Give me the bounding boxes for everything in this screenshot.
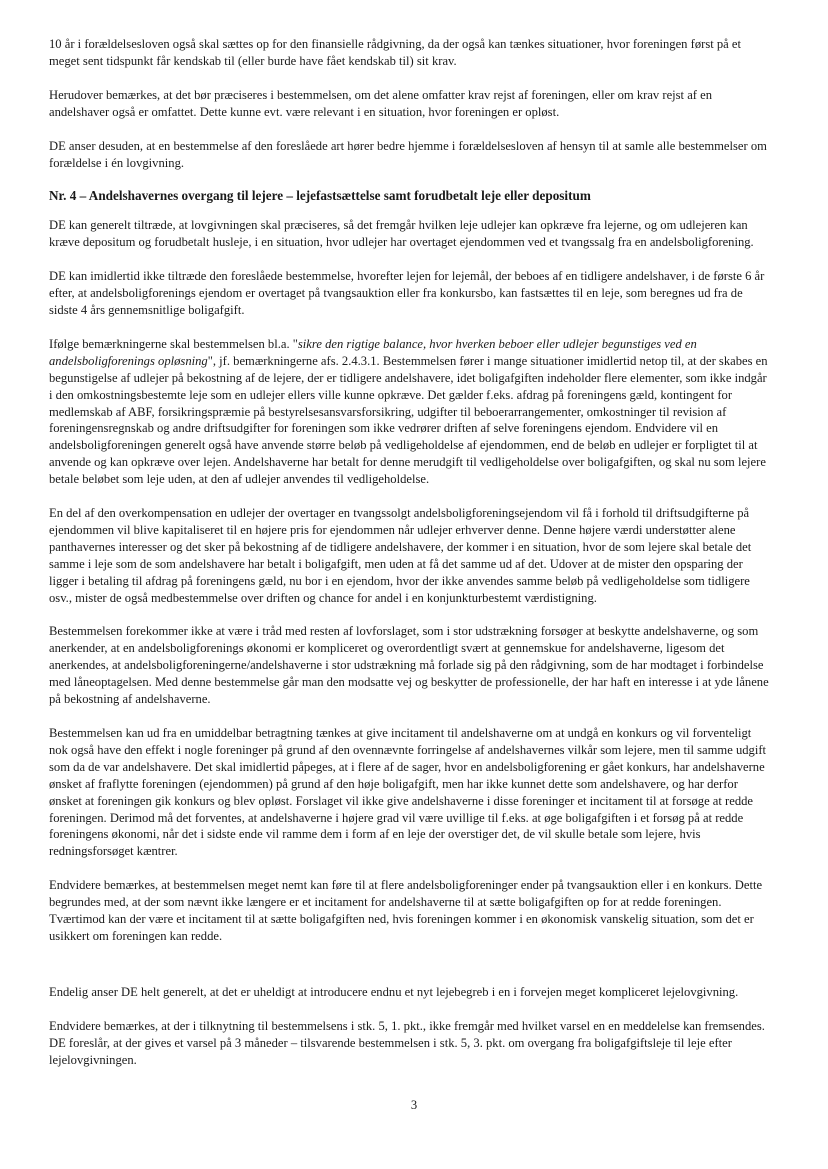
paragraph-statute-placement: DE anser desuden, at en bestemmelse af den foreslåede art hører bedre hjemme i forældelsesloven af hensyn til at samle alle bestemmelser om forældelse i én lovgivning. <box>49 138 767 170</box>
document-page <box>49 36 773 1069</box>
quoted-text: sikre den rigtige balance, hvor hverken beboer eller udlejer begunstiges ved en andelsboligforenings opløsning <box>49 336 697 368</box>
paragraph-clarification: DE kan generelt tiltræde, at lovgivningen skal præciseres, så det fremgår hvilken leje udlejer kan opkræve fra lejerne, og om udlejeren kan kræve depositum og forudbetalt husleje, i en situation, hvor udlejer har overtaget ejendommen ved et tvangssalg fra en andelsboligforening. <box>49 218 754 250</box>
quote-lead-in: Ifølge bemærkningerne skal bestemmelsen bl.a. " <box>49 336 298 351</box>
paragraph-claims-scope: Herudover bemærkes, at det bør præciseres i bestemmelsen, om det alene omfatter krav rejst af foreningen, eller om krav rejst af en andelshaver også er omfattet. Dette kunne evt. være relevant i en situation, hvor foreningen er opløst. <box>49 87 713 119</box>
paragraph-limitation-period: 10 år i forældelsesloven også skal sættes op for den finansielle rådgivning, da der også kan tænkes situationer, hvor foreningen først på et meget sent tidspunkt får kendskab til (eller burde have fået kendskab til) sit krav. <box>49 37 741 68</box>
paragraph-incentive: Bestemmelsen kan ud fra en umiddelbar betragtning tænkes at give incitament til andelshaverne om at undgå en konkurs og vil forventeligt nok også have den effekt i nogle foreninger på grund af den ovennævnte forringelse af andelshavernes vilkår som lejere, men til samme udgift som da de var andelshavere. Det skal imidlertid påpeges, at i flere af de sager, hvor en andelsboligforening er gået konkurs, har andelshaverne ønsket af fraflytte foreningen (ejendommen) på grund af den høje boligafgift, men har ikke kunnet dette som andelshavere, og har derfor ønsket at foreningen gik konkurs og blev opløst. Forslaget vil ikke give andelshaverne i disse foreninger et incitament til at forsøge at redde foreningen. Derimod må det forventes, at andelshaverne i højere grad vil være uvillige til f.eks. at øge boligafgiften i et forsøg på at redde foreningens økonomi, når det i sidste ende vil ramme dem i form af en leje der overstiger det, de vil skulle betale som lejere, hvis redningsforsøget kæntrer. <box>49 726 767 859</box>
paragraph-protection: Bestemmelsen forekommer ikke at være i tråd med resten af lovforslaget, som i stor udstrækning forsøger at beskytte andelshaverne, og som anerkender, at en andelsboligforenings økonomi er kompliceret og overordentligt svært at gennemskue for andelshaverne, ligesom det anerkendes, at andelsboligforeningerne/andelshaverne i stor udstrækning må forlade sig på den rådgivning, som de har modtaget i forbindelse med låneoptagelsen. Med denne bestemmelse går man den modsatte vej og beskytter de professionelle, der har haft en interesse i at yde lånene på bekostning af andelshaverne. <box>49 624 769 707</box>
paragraph-forced-sale: Endvidere bemærkes, at bestemmelsen meget nemt kan føre til at flere andelsboligforeninger ender på tvangsauktion eller i en konkurs. Dette begrundes med, at der som nævnt ikke længere er et incitament for andelshaverne til at sætte boligafgiften op for at redde foreningen. Tværtimod kan der være et incitament til at sætte boligafgiften ned, hvis foreningen kommer i en økonomisk vanskelig situation, som det er usikkert om foreningen kan redde. <box>49 878 763 943</box>
page-number: 3 <box>410 1098 418 1112</box>
paragraph-new-rent-concept: Endelig anser DE helt generelt, at det er uheldigt at introducere endnu et nyt lejebegreb i en i forvejen meget kompliceret lejelovgivning. <box>49 984 739 999</box>
paragraph-notice-period: Endvidere bemærkes, at der i tilknytning til bestemmelsens i stk. 5, 1. pkt., ikke fremgår med hvilket varsel en en meddelelse kan fremsendes. DE foreslår, at der gives et varsel på 3 måneder – tilsvarende bestemmelsen i stk. 5, 3. pkt. om overgang fra boligafgiftsleje til leje efter lejelovgivningen. <box>49 1018 765 1067</box>
paragraph-overcompensation: En del af den overkompensation en udlejer der overtager en tvangssolgt andelsboligforeningsejendom vil få i forhold til driftsudgifterne på ejendommen vil blive kapitaliseret til en højere pris for ejendommen når udlejer erhverver denne. Denne højere værdi understøtter alene panthavernes interesser og det sker på bekostning af de tidligere andelshavere, der kommer i en situation, hvor de som lejere skal betale det samme i leje som de som andelshavere har betalt i boligafgift, men uden at få det samme ud af det. Udover at de mister den opsparing der ligger i betaling til afdrag på foreningens gæld, nu bor i en ejendom, hvor der ikke anvendes samme beløb på vedligeholdelse som tidligere osv., mister de også medbestemmelse over driften og chance for andel i en konjunkturbestemt værdistigning. <box>49 506 752 605</box>
quote-continuation: ", jf. bemærkningerne afs. 2.4.3.1. Bestemmelsen fører i mange situationer imidlertid netop til, at der skabes en begunstigelse af udlejer på bekostning af de lejere, der er tidligere andelshavere, idet boligafgiften indeholder flere elementer, som ikke indgår i den omkostningsbestemte leje som en udlejer ellers ville kunne opkræve. Det gælder f.eks. afdrag på foreningens gæld, kontingent for medlemskab af ABF, forsikringspræmie på bestyrelsesansvarsforsikring, udgifter til beboerarrangementer, omkostninger til revision af foreningensregnskab og andre driftsudgifter for foreningen som ikke vedrører driften af selve foreningens ejendom. Endvidere vil en andelsboligforeningen generelt også have anvende større beløb på vedligeholdelse af ejendommen, end de beløb en udlejer er forpligtet til at anvende og kan opkræve over lejen. Andelshaverne har betalt for denne merudgift til vedligeholdelse over boligafgiften, og skal nu som lejere betale beløbet som leje uden, at den af udlejer anvendes til vedligeholdelse. <box>49 353 768 487</box>
paragraph-remarks-quote <box>49 336 773 488</box>
section-heading: Nr. 4 – Andelshavernes overgang til lejere – lejefastsættelse samt forudbetalt leje eller depositum <box>49 188 591 204</box>
paragraph-rent-setting: DE kan imidlertid ikke tiltræde den foreslåede bestemmelse, hvorefter lejen for lejemål, der beboes af en tidligere andelshaver, i de første 6 år efter, at andelsboligforenings ejendom er overtaget på tvangsauktion eller fra konkursbo, kan fastsættes til en leje, som beregnes ud fra de sidste 4 års gennemsnitlige boligafgift. <box>49 269 765 317</box>
